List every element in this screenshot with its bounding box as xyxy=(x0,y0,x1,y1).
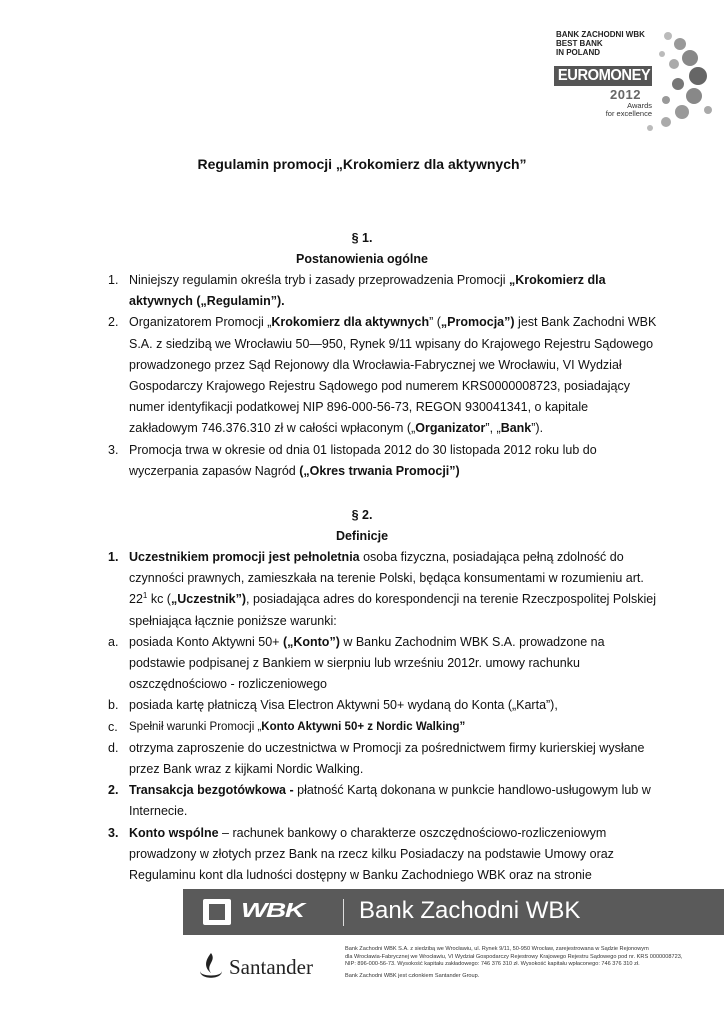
condition-item xyxy=(0,632,724,696)
santander-flame-icon xyxy=(197,951,225,983)
text: osoba fizyczna, posiadająca pełną zdolność do xyxy=(359,550,624,565)
text-bold: „Krokomierz dla xyxy=(509,273,606,287)
text: Organizatorem Promocji „ xyxy=(129,315,272,330)
list-item xyxy=(0,312,724,439)
text: prowadzonego przez Sąd Rejonowy dla Wrocławia-Fabrycznej we Wrocławiu, VI Wydział xyxy=(129,357,622,372)
euromoney-logo-text: EUROMONEY xyxy=(557,67,651,84)
text: Promocja trwa w okresie od dnia 01 listopada 2012 do 30 listopada 2012 roku lub do xyxy=(129,442,597,457)
text: S.A. z siedzibą we Wrocławiu 50—950, Rynek 9/11 wpisany do Krajowego Rejestru Sądowego xyxy=(129,336,654,351)
text: posiada kartę płatniczą Visa Electron Aktywni 50+ wydaną do Konta („Karta”), xyxy=(129,698,558,713)
text: kc ( xyxy=(147,592,171,607)
text-bold: „Promocja”) xyxy=(440,315,515,330)
legal-line: Bank Zachodni WBK jest członkiem Santander Group. xyxy=(345,972,480,979)
euromoney-band xyxy=(554,66,652,86)
list-marker: c. xyxy=(108,719,118,734)
text-bold: Krokomierz dla aktywnych xyxy=(271,315,430,330)
text: przez Bank wraz z kijkami Nordic Walking. xyxy=(129,762,364,777)
definition-item xyxy=(0,547,724,632)
list-marker: b. xyxy=(108,698,119,713)
list-marker: 3. xyxy=(108,442,119,457)
award-excellence: for excellence xyxy=(605,109,652,118)
text-bold: Bank xyxy=(500,421,532,436)
text: spełniająca łącznie poniższe warunki: xyxy=(129,613,337,628)
text: numer identyfikacji podatkowej NIP 896-000-56-73, REGON 930041341, o kapitale xyxy=(129,400,589,415)
text-bold: aktywnych („Regulamin”). xyxy=(129,294,285,309)
list-marker: 1. xyxy=(108,273,119,287)
list-item xyxy=(0,270,724,312)
text: zakładowym 746.376.310 zł w całości wpłaconym („ xyxy=(129,421,416,436)
section-1-sign: § 1. xyxy=(351,231,373,245)
list-marker: a. xyxy=(108,634,119,649)
condition-item xyxy=(0,695,724,716)
text: prowadzony w złotych przez Bank na rzecz kilku Posiadaczy na podstawie Umowy oraz xyxy=(129,846,614,861)
euromoney-award-badge xyxy=(548,14,718,139)
definition-item xyxy=(0,823,724,887)
text: jest Bank Zachodni WBK xyxy=(514,315,657,330)
footer-bank-bar xyxy=(183,889,724,935)
text: podstawie podpisanej z Bankiem w sierpniu lub wrześniu 2012r. umowy rachunku xyxy=(129,656,580,671)
legal-notice xyxy=(345,946,720,980)
list-marker: 3. xyxy=(108,825,119,840)
award-line3: IN POLAND xyxy=(556,48,600,57)
text-bold: Konto wspólne xyxy=(129,825,219,840)
section-2-sign: § 2. xyxy=(351,508,373,523)
text: – rachunek bankowy o charakterze oszczędnościowo-rozliczeniowym xyxy=(218,825,607,840)
text-bold: „Uczestnik”) xyxy=(170,592,246,607)
legal-line: dla Wrocławia-Fabrycznej we Wrocławiu, VI Wydział Gospodarczy Rejestrowy Krajowego Rejestru Sądowego pod nr. KRS 0000008723, xyxy=(345,953,683,960)
award-text xyxy=(556,30,645,57)
section-1-heading: Postanowienia ogólne xyxy=(296,252,428,266)
text: wyczerpania zapasów Nagród xyxy=(129,463,300,478)
definition-item xyxy=(0,780,724,822)
text: Regulaminu kont dla ludności dostępny w Banku Zachodniego WBK oraz na stronie xyxy=(129,868,592,883)
document-title: Regulamin promocji „Krokomierz dla aktywnych” xyxy=(197,156,527,172)
wbk-logo-text: WBK xyxy=(241,900,304,922)
text: ”, „ xyxy=(485,421,501,436)
legal-line: NIP: 896-000-56-73. Wysokość kapitału zakładowego: 746 376 310 zł. Wysokość kapitału wpłaconego: 746 376 310 zł. xyxy=(345,961,640,968)
text: w Banku Zachodnim WBK S.A. prowadzone na xyxy=(339,634,605,649)
bzwbk-logo-icon xyxy=(203,899,231,925)
text: ”). xyxy=(531,421,544,436)
award-awards: Awards xyxy=(627,101,652,110)
santander-name: Santander xyxy=(229,955,313,979)
legal-line: Bank Zachodni WBK S.A. z siedzibą we Wrocławiu, ul. Rynek 9/11, 50-950 Wrocław, zarejestrowana w Sądzie Rejonowym xyxy=(345,946,649,952)
list-marker: 2. xyxy=(108,315,119,330)
award-line2: BEST BANK xyxy=(556,39,603,48)
text-bold: („Konto”) xyxy=(282,634,340,649)
text: 22 xyxy=(129,592,143,607)
condition-item xyxy=(0,738,724,780)
text-bold: Organizator xyxy=(415,421,486,436)
text-bold: Konto Aktywni 50+ z Nordic Walking” xyxy=(261,720,466,733)
list-marker: 1. xyxy=(108,550,119,565)
text: Niniejszy regulamin określa tryb i zasady przeprowadzenia Promocji xyxy=(129,273,510,287)
text-bold: Uczestnikiem promocji jest pełnoletnia xyxy=(129,550,360,565)
bank-name: Bank Zachodni WBK xyxy=(359,897,581,924)
spacer xyxy=(0,482,724,505)
divider xyxy=(343,899,344,926)
text-bold: („Okres trwania Promocji”) xyxy=(299,463,460,478)
text: płatność Kartą dokonana w punkcie handlowo-usługowym lub w xyxy=(293,783,651,798)
list-item xyxy=(0,440,724,482)
superscript: 1 xyxy=(142,591,148,601)
award-caption xyxy=(602,102,652,118)
list-marker: d. xyxy=(108,740,119,755)
text: posiada Konto Aktywni 50+ xyxy=(129,634,283,649)
text: ” ( xyxy=(429,315,441,330)
text: Spełnił warunki Promocji „ xyxy=(129,720,262,733)
condition-item xyxy=(0,717,724,738)
text: oszczędnościowo - rozliczeniowego xyxy=(129,677,328,692)
award-line1: BANK ZACHODNI WBK xyxy=(556,30,645,39)
text: otrzyma zaproszenie do uczestnictwa w Promocji za pośrednictwem firmy kurierskiej wysłane xyxy=(129,740,645,755)
text: czynności prawnych, zamieszkała na terenie Polski, będąca konsumentami w rozumieniu art. xyxy=(129,571,644,586)
text: Gospodarczy Krajowego Rejestru Sądowego pod numerem KRS0000008723, posiadający xyxy=(129,379,631,394)
section-2-heading: Definicje xyxy=(335,529,389,544)
list-marker: 2. xyxy=(108,783,119,798)
award-year: 2012 xyxy=(610,87,641,102)
text: , posiadająca adres do korespondencji na terenie Rzeczpospolitej Polskiej xyxy=(246,592,656,607)
text: Internecie. xyxy=(129,804,188,819)
text-bold: Transakcja bezgotówkowa - xyxy=(129,783,294,798)
document-body xyxy=(0,228,724,886)
